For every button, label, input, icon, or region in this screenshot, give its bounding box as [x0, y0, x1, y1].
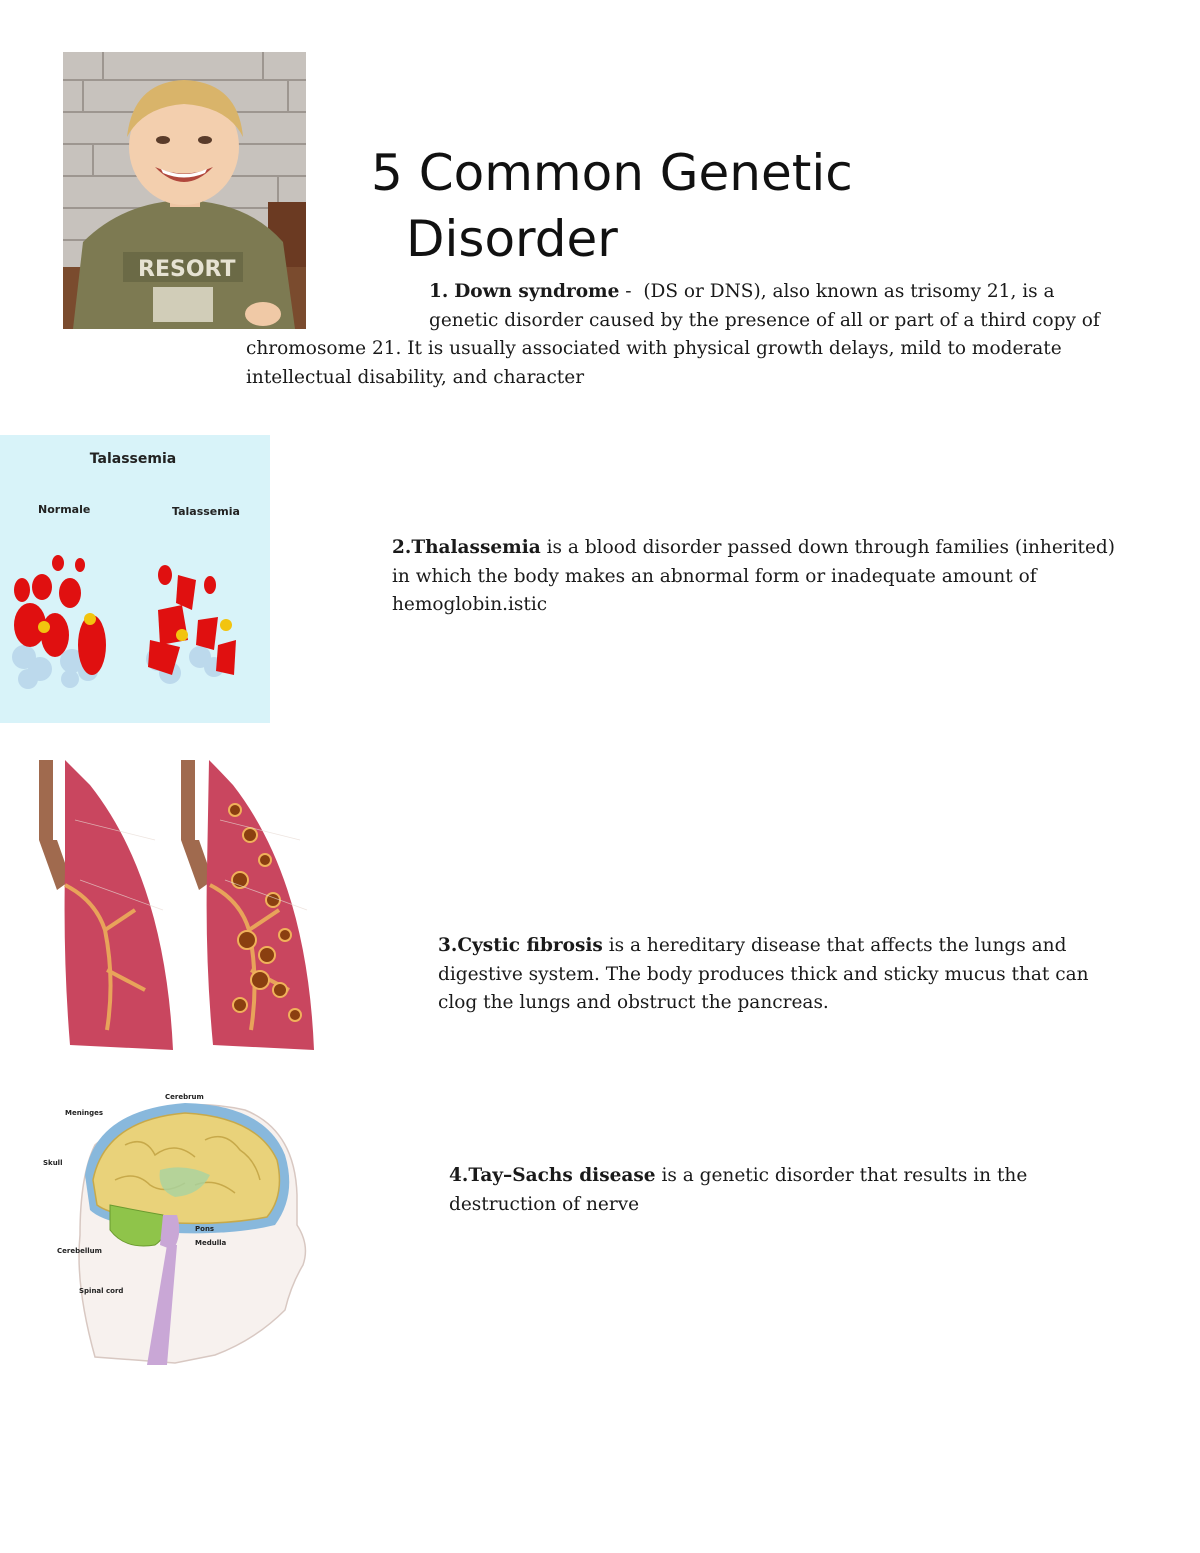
section-2-text-1: is a blood disorder passed down through families (inherited): [540, 537, 1115, 558]
title-line-1: 5 Common Genetic: [371, 144, 853, 202]
title-line-2: Disorder: [406, 210, 618, 268]
section-1-line-3: chromosome 21. It is usually associated with physical growth delays, mild to moderate: [246, 338, 1062, 359]
section-2-line-1: [392, 534, 1152, 563]
brain-label-medulla: Medulla: [195, 1239, 227, 1247]
brain-label-skull: Skull: [43, 1159, 63, 1167]
section-2-heading: Thalassemia: [411, 537, 541, 558]
section-3-text-1: is a hereditary disease that affects the lungs and: [602, 935, 1067, 956]
lung-illustration: [35, 760, 317, 1058]
section-4-number: 4.: [449, 1165, 469, 1186]
section-4-heading: Tay–Sachs disease: [468, 1165, 656, 1186]
section-3-number: 3.: [438, 935, 458, 956]
brain-label-meninges: Meninges: [65, 1109, 104, 1117]
section-4-line-2: destruction of nerve: [449, 1193, 640, 1215]
section-2-line-3: hemoglobin.istic: [392, 594, 548, 615]
brain-label-cerebrum: Cerebrum: [165, 1093, 204, 1101]
thal-diagram-title: Talassemia: [89, 451, 177, 467]
section-3-line-2: digestive system. The body produces thick and sticky mucus that can: [438, 963, 1089, 985]
brain-label-cerebellum: Cerebellum: [57, 1247, 102, 1255]
thalassemia-diagram: [0, 435, 270, 723]
section-1-text-1: (DS or DNS), also known as trisomy 21, is a: [643, 281, 1055, 302]
section-3-line-3: clog the lungs and obstruct the pancreas.: [438, 992, 829, 1013]
thal-left-label: Normale: [38, 503, 91, 516]
thal-right-label: Talassemia: [172, 505, 240, 518]
brain-label-spinal-cord: Spinal cord: [79, 1287, 124, 1295]
section-4-line-1: [449, 1162, 1169, 1191]
section-3-heading: Cystic fibrosis: [457, 935, 603, 956]
section-1-line-2: genetic disorder caused by the presence of all or part of a third copy of: [429, 309, 1100, 331]
section-2-line-2: in which the body makes an abnormal form or inadequate amount of: [392, 565, 1037, 587]
section-1-number: 1.: [429, 281, 449, 302]
section-1-line-4: intellectual disability, and character: [246, 366, 585, 388]
brain-illustration: [35, 1085, 320, 1365]
section-4-text-1: is a genetic disorder that results in the: [655, 1165, 1028, 1186]
section-cystic-fibrosis: [438, 932, 1158, 1018]
section-down-syndrome: [246, 278, 1146, 392]
section-thalassemia: [392, 534, 1152, 620]
brain-label-pons: Pons: [195, 1225, 215, 1233]
section-1-heading: Down syndrome: [454, 281, 620, 302]
section-2-number: 2.: [392, 537, 412, 558]
section-3-line-1: [438, 932, 1158, 961]
section-tay-sachs: [449, 1162, 1169, 1219]
section-1-line-1: [246, 278, 1146, 307]
svg-text:RESORT: RESORT: [138, 257, 236, 282]
page-title: [371, 140, 853, 272]
section-1-separator: -: [619, 281, 638, 302]
